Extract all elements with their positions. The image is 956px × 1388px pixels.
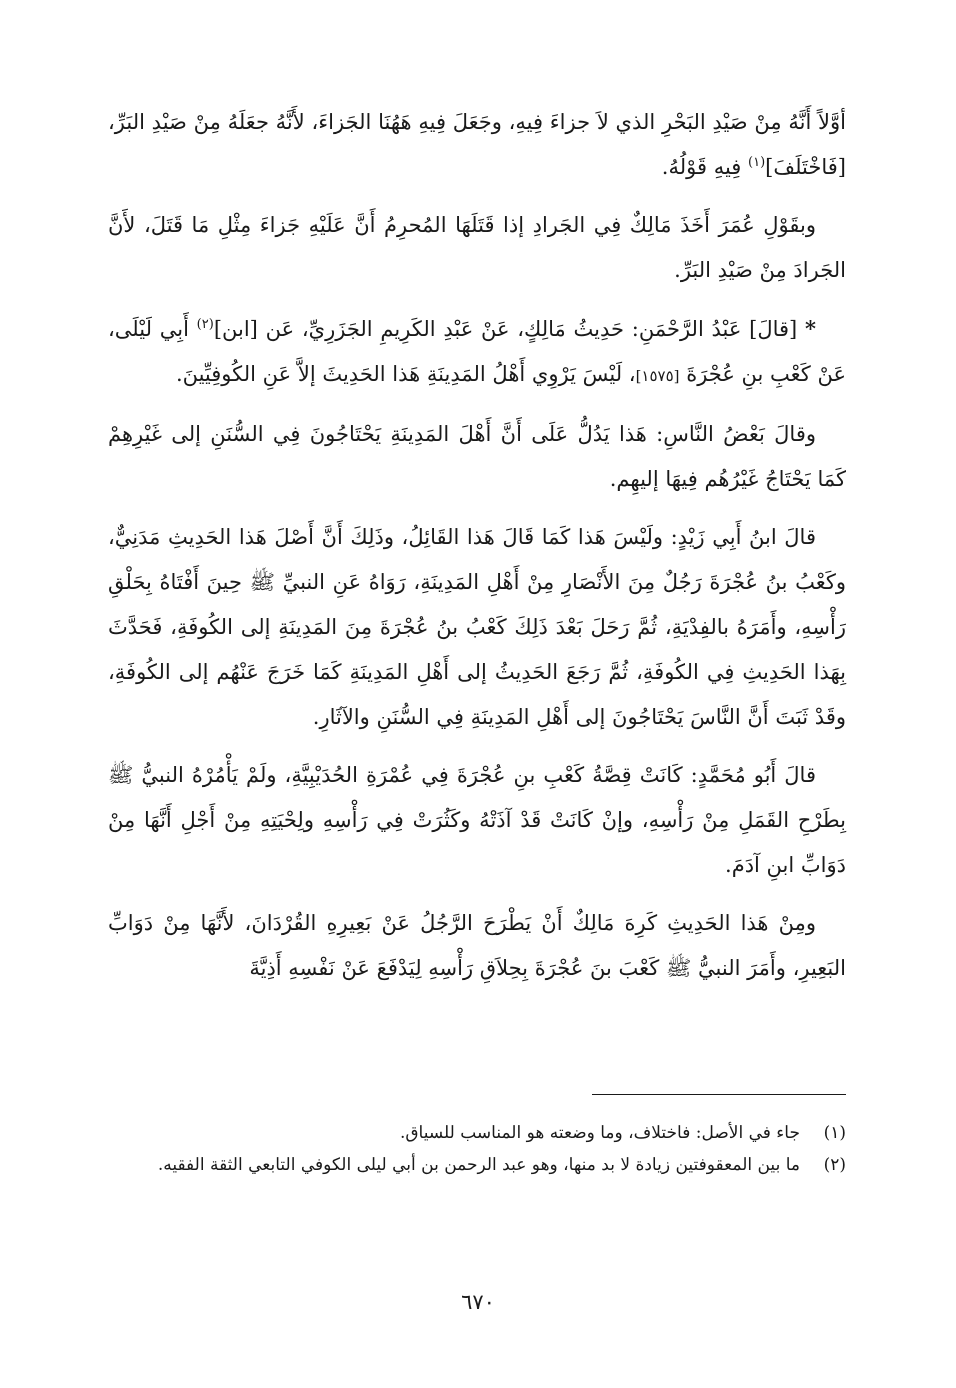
main-text [108, 100, 846, 1004]
paragraph-7 [108, 901, 846, 991]
paragraph-4-text: وقالَ بَعْضُ النَّاسِ: هَذا يَدُلُّ عَلَى أَنَّ أَهْلَ المَدِينَةِ يَحْتَاجُونَ فِي السُّنَنِ إلى غَيْرِهِمْ كَمَا يَحْتَاجُ غَيْرُهُم فِيهَا إليهِم. [108, 422, 846, 491]
footnote-1 [108, 1118, 846, 1148]
paragraph-1 [108, 100, 846, 190]
paragraph-4 [108, 412, 846, 502]
footnote-1-number: (١) [823, 1123, 846, 1143]
paragraph-6 [108, 753, 846, 888]
page-number: ٦٧٠ [461, 1290, 495, 1314]
footnote-2-text: ما بين المعقوفتين زيادة لا بد منها، وهو عبد الرحمن بن أبي ليلى الكوفي التابعي الثقة الفقيه. [157, 1155, 800, 1175]
footnote-2 [108, 1150, 846, 1180]
paragraph-3-text: [قالَ] عَبْدُ الرَّحْمَنِ: حَدِيثُ مَالِكٍ، عَنْ عَبْدِ الكَرِيمِ الجَزَرِيِّ، عَن [ابن] [213, 317, 806, 341]
footnotes [108, 1118, 846, 1182]
paragraph-2-text: وبقَوْلِ عُمَرَ أَخَذَ مَالِكٌ فِي الجَرادِ إذا قَتَلَهَا المُحرِمُ أَنَّ عَلَيْهِ جَزاءَ مِثْلِ مَا قَتَلَ، لأَنَّ الجَرادَ مِنْ صَيْدِ البَرِّ. [108, 213, 846, 282]
paragraph-2 [108, 203, 846, 293]
footnote-1-text: جاء في الأصل: فاختلاف، وما وضعته هو المناسب للسياق. [399, 1123, 800, 1143]
paragraph-6-text: قالَ أَبُو مُحَمَّدٍ: كَانَتْ قِصَّةُ كَعْبِ بنِ عُجْرَةَ فِي عُمْرَةِ الحُدَيْبِيَّةِ، ولَمْ يَأْمُرْهُ النبيُّ ﷺ بِطَرْحِ القَمَلِ مِنْ رَأْسِهِ، وإنْ كَانَتْ قَدْ آذَتْهُ وكَثُرَتْ فِي رَأْسِهِ ولِحْيَتِهِ مِنْ أَجْلِ أَنَّهَا مِنْ دَوَابِّ ابنِ آدَمَ. [108, 763, 846, 877]
footnote-2-number: (٢) [823, 1155, 846, 1175]
paragraph-5-text: قالَ ابنُ أَبِي زَيْدٍ: ولَيْسَ هَذا كَمَا قَالَ هَذا القَائِلُ، وذَلِكَ أَنَّ أَصْلَ هَذا الحَدِيثِ مَدَنِيٌّ، وكَعْبُ بنُ عُجْرَةَ رَجُلٌ مِنَ الأَنْصَارِ مِنْ أَهْلِ المَدِينَةِ، رَوَاهُ عَنِ النبيِّ ﷺ حِينَ أَفْتَاهُ بِحَلْقِ رَأْسِهِ، وأَمَرَهُ بالفِدْيَةِ، ثُمَّ رَحَلَ بَعْدَ ذَلِكَ كَعْبُ بنُ عُجْرَةَ مِنَ المَدِينَةِ إلى الكُوفَةِ، فَحَدَّثَ بِهَذا الحَدِيثِ فِي الكُوفَةِ، ثُمَّ رَجَعَ الحَدِيثُ إلى أَهْلِ المَدِينَةِ كَمَا خَرَجَ عَنْهُم إلى الكُوفَةِ، وقَدْ ثَبَتَ أَنَّ النَّاسَ يَحْتَاجُونَ إلى أَهْلِ المَدِينَةِ فِي السُّنَنِ والآثَارِ. [108, 525, 846, 729]
paragraph-5 [108, 515, 846, 740]
reference-number: [١٥٧٥] [635, 367, 680, 385]
footnote-divider [592, 1094, 846, 1095]
paragraph-1-text-end: فِيهِ قَوْلُهُ. [661, 155, 749, 179]
paragraph-3 [108, 306, 846, 399]
paragraph-3-text-mid: أَبِي لَيْلَى، عَنْ كَعْبِ بنِ عُجْرَةَ [108, 317, 846, 386]
paragraph-7-text: ومِنْ هَذا الحَدِيثِ كَرِهَ مَالِكٌ أَنْ يَطْرَحَ الرَّجُلُ عَنْ بَعِيرِهِ القُرْدَانَ، لأَنَّهَا مِنْ دَوَابِّ البَعِيرِ، وأَمَرَ النبيُّ ﷺ كَعْبَ بنَ عُجْرَةَ بِحِلاَقِ رَأْسِهِ لِيَدْفَعَ عَنْ نَفْسِهِ أَذِيَّةَ [108, 911, 846, 980]
paragraph-3-text-end: ، لَيْسَ يَرْوِي أَهْلُ المَدِينَةِ هَذا الحَدِيثَ إلاَّ عَنِ الكُوفِيِّينَ. [175, 362, 636, 386]
footnote-marker-2: (٢) [196, 317, 214, 332]
star-icon: * [805, 316, 816, 341]
footnote-marker-1: (١) [748, 155, 766, 170]
paragraph-1-text: أوَّلاً أَنَّهُ مِنْ صَيْدِ البَحْرِ الذي لاَ جزاءَ فِيهِ، وجَعَلَ فِيهِ هَهُنَا الجَزاءَ، لأَنَّهُ جعَلَهُ مِنْ صَيْدِ البَرِّ، [فَاخْتَلَفَ] [108, 110, 846, 179]
